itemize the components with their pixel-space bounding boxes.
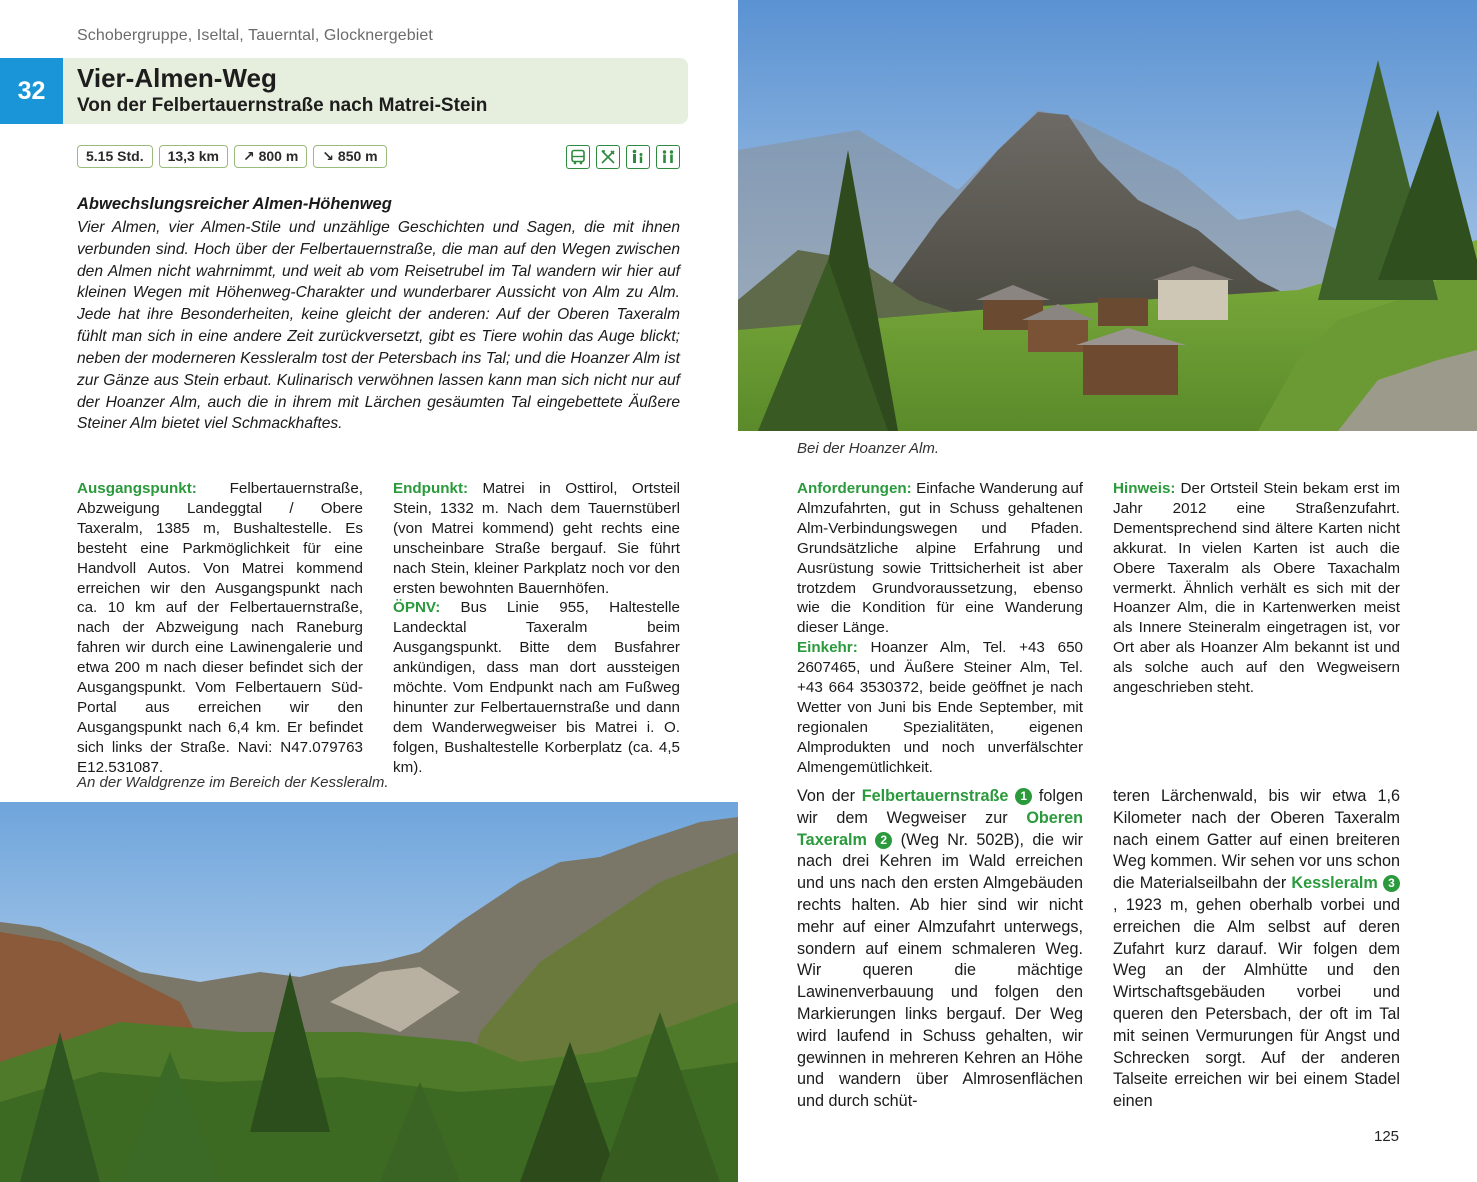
- tour-subtitle: Von der Felbertauernstraße nach Matrei-Stein: [77, 95, 488, 116]
- endpunkt-text: Matrei in Osttirol, Ortsteil Stein, 1332 m. Nach dem Tauernstüberl (von Matrei kommend) geht rechts eine unscheinbare Straße bergauf. Sie führt nach Stein, kleiner Parkplatz noch vor den ersten bewohnten Bauernhöfen.: [393, 480, 680, 597]
- anforderungen-label: Anforderungen:: [797, 480, 912, 497]
- route-text: folgen wir dem Wegweiser zur: [797, 787, 1083, 827]
- hinweis-label: Hinweis:: [1113, 480, 1176, 497]
- title-box: [63, 58, 688, 124]
- waypoint-obere-taxeralm: Oberen Taxeralm: [797, 808, 1083, 849]
- info-column-1: [77, 479, 363, 787]
- info-column-2: [393, 479, 680, 778]
- route-text: teren Lärchenwald, bis wir etwa 1,6 Kilometer nach der Oberen Taxeralm nach einem Gatter auf einen breiteren Weg kommen. Wir sehen vor uns schon die Materialseilbahn der: [1113, 787, 1400, 893]
- oepnv-label: ÖPNV:: [393, 599, 441, 617]
- intro-text: Vier Almen, vier Almen-Stile und unzählige Geschichten und Sagen, die mit ihnen verbunden sind. Hoch über der Felbertauernstraße, die man auf den Wegen zwischen den Almen nicht wahrnimmt, und weit ab vom Reisetrubel im Tal wandern wir hier auf kleinen Wegen mit Höhenweg-Charakter und wunderbarer Aussicht von Alm zu Alm. Jede hat ihre Besonderheiten, keine gleicht der anderen: Auf der Oberen Taxeralm fühlt man sich in eine andere Zeit zurückversetzt, gibt es Tiere wohin das Auge blickt; neben der moderneren Kessleralm tost der Petersbach ins Tal; und die Hoanzer Alm ist zur Gänze aus Stein erbaut. Kulinarisch verwöhnen lassen kann man sich nicht nur auf der Hoanzer Alm, auch die in ihrem mit Lärchen gesäumten Tal eingebettete Äußere Steiner Alm bietet viel Schmackhaftes.: [77, 218, 680, 433]
- endpunkt-label: Endpunkt:: [393, 480, 469, 497]
- ascent-badge: ↗ 800 m: [234, 145, 307, 168]
- info-column-4: [1113, 479, 1400, 698]
- tour-stats: [77, 145, 387, 168]
- descent-badge: ↘ 850 m: [313, 145, 386, 168]
- route-text: (Weg Nr. 502B), die wir nach drei Kehren im Wald erreichen und uns nach den ersten Almgebäuden rechts halten. Ab hier sind wir nicht mehr auf einer Almzufahrt unterwegs, sondern auf einem schmaleren Weg. Wir queren die mächtige Lawinenverbauung und folgen den Markierungen links bergauf. Der Weg wird laufend in Schuss gehalten, wir gewinnen in mehreren Kehren an Höhe und wandern über Almrosenflächen und durch schüt-: [797, 830, 1083, 1111]
- children-icon: [656, 145, 680, 169]
- region-label: Schobergruppe, Iseltal, Tauerntal, Glocknergebiet: [77, 27, 433, 44]
- info-column-3: [797, 479, 1083, 778]
- route-paragraph-2: [1113, 786, 1400, 1113]
- anforderungen-text: Einfache Wanderung auf Almzufahrten, gut in Schuss gehaltenen Alm-Verbindungswegen und Pfaden. Grundsätzliche alpine Erfahrung und Ausrüstung sowie Trittsicherheit ist aber trotzdem Grundvoraussetzung, ebenso wie die Kondition für eine Wanderung dieser Länge.: [797, 480, 1083, 637]
- caption-kessleralm: An der Waldgrenze im Bereich der Kessleralm.: [77, 774, 389, 791]
- tour-number-badge: 32: [0, 58, 63, 124]
- duration-badge: 5.15 Std.: [77, 145, 153, 168]
- waypoint-kessleralm: Kessleralm: [1291, 874, 1378, 893]
- bus-icon: [566, 145, 590, 169]
- intro-section: [77, 194, 680, 435]
- route-text: , 1923 m, gehen oberhalb vorbei und erreichen die Alm selbst auf deren Zufahrt kurz darauf. Wir folgen dem Weg an der Almhütte und den Wirtschaftsgebäuden vorbei und queren den Petersbach, der oft im Tal mit seinen Vermurungen für Angst und Schrecken sorgt. Auf der anderen Talseite erreichen wir bei einem Stadel einen: [1113, 895, 1400, 1111]
- photo-kessleralm: [0, 802, 738, 1182]
- waypoint-number-2: 2: [875, 832, 892, 849]
- ausgangspunkt-text: Felbertauernstraße, Abzweigung Landeggtal / Obere Taxeralm, 1385 m, Bushaltestelle. Es besteht eine Parkmöglichkeit für eine Handvoll Autos. Von Matrei kommend erreichen wir den Ausgangspunkt nach ca. 10 km auf der Felbertauernstraße, nach der Abzweigung nach Raneburg fahren wir durch eine Lawinengalerie und etwa 200 m nach dieser befindet sich der Ausgangspunkt. Vom Felbertauern Süd-Portal aus erreichen wir den Ausgangspunkt nach 6,4 km. Er befindet sich links der Straße. Navi: N47.079763 E12.531087.: [77, 480, 363, 776]
- distance-badge: 13,3 km: [159, 145, 228, 168]
- oepnv-text: Bus Linie 955, Haltestelle Landecktal Taxeralm beim Ausgangspunkt. Bitte dem Busfahrer ankündigen, dass man dort aussteigen möchte. Vom Endpunkt nach am Fußweg hinunter zur Felbertauernstraße und dann dem Wanderwegweiser bis Matrei i. O. folgen, Bushaltestelle Korberplatz (ca. 4,5 km).: [393, 599, 680, 776]
- caption-hoanzer-alm: Bei der Hoanzer Alm.: [797, 440, 940, 457]
- tour-icons: [566, 145, 680, 169]
- restaurant-icon: [596, 145, 620, 169]
- einkehr-label: Einkehr:: [797, 639, 858, 657]
- waypoint-number-3: 3: [1383, 875, 1400, 892]
- waypoint-number-1: 1: [1015, 788, 1032, 805]
- family-icon: [626, 145, 650, 169]
- page-number: 125: [1374, 1128, 1400, 1145]
- waypoint-felbertauernstrasse: Felbertauernstraße: [861, 787, 1009, 805]
- ausgangspunkt-label: Ausgangspunkt:: [77, 480, 197, 497]
- route-paragraph-1: [797, 786, 1083, 1113]
- einkehr-text: Hoanzer Alm, Tel. +43 650 2607465, und Äußere Steiner Alm, Tel. +43 664 3530372, beide geöffnet je nach Wetter von Juni bis Ende September, mit regionalen Spezialitäten, eigenen Almprodukten und noch unverfälschter Almengemütlichkeit.: [797, 639, 1083, 776]
- intro-heading: Abwechslungsreicher Almen-Höhenweg: [77, 195, 392, 213]
- photo-hoanzer-alm: [738, 0, 1477, 431]
- hinweis-text: Der Ortsteil Stein bekam erst im Jahr 2012 eine Straßenzufahrt. Dementsprechend sind ältere Karten nicht akkurat. In vielen Karten ist auch die Obere Taxeralm als Obere Taxachalm vermerkt. Ähnlich verhält es sich mit der Hoanzer Alm, die in Kartenwerken meist als Innere Steineralm eingetragen ist, vor Ort aber als Hoanzer Alm bekannt ist und als solche auch auf den Wegweisern angeschrieben steht.: [1113, 480, 1400, 697]
- route-text: Von der: [797, 787, 862, 805]
- tour-title: Vier-Almen-Weg: [77, 63, 277, 93]
